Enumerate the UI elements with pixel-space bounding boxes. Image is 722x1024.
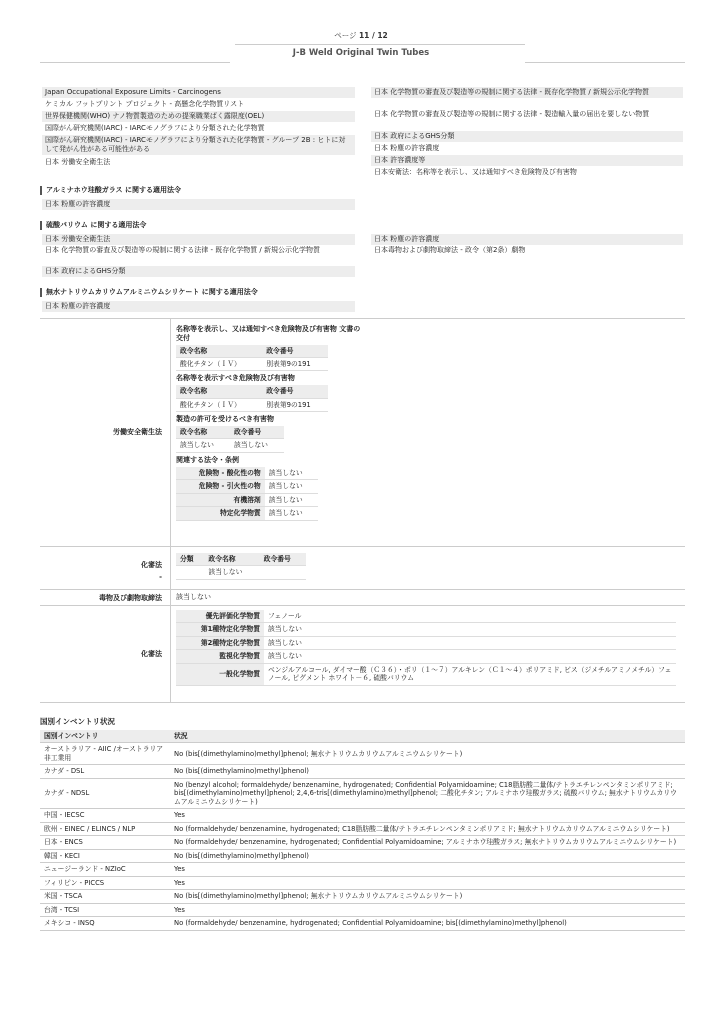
kaban-table xyxy=(176,610,676,686)
section-heading: アルミナホウ珪酸ガラス に関する適用法令 xyxy=(40,186,181,195)
divider xyxy=(170,318,171,702)
cell: 台湾 - TCSI xyxy=(40,903,170,916)
cell: 該当しない xyxy=(264,636,676,649)
reg-item: 日本 許容濃度等 xyxy=(371,155,683,166)
table-row xyxy=(40,778,685,808)
divider xyxy=(40,702,685,703)
col-header: 国別インベントリ xyxy=(40,730,170,743)
cell: 欧州 - EINEC / ELINCS / NLP xyxy=(40,822,170,835)
table-row xyxy=(40,765,685,778)
cell: No (bis[(dimethylamino)methyl]phenol; 無水ナトリウムカリウムアルミニウムシリケート) xyxy=(170,743,685,765)
cell: 別表第9の191 xyxy=(262,398,328,411)
reg-item: Japan Occupational Exposure Limits - Carcinogens xyxy=(42,87,355,98)
inventory-title: 国別インベントリ状況 xyxy=(40,717,115,726)
col-header: 分類 xyxy=(176,553,204,566)
col-header: 政令名称 xyxy=(176,426,230,439)
cell: 該当しない xyxy=(265,467,318,480)
reg-item: 国際がん研究機関(IARC) - IARCモノグラフにより分類された化学物質 - グループ 2B : ヒトに対して発がん性がある可能性がある xyxy=(42,135,355,155)
subheading: 製造の許可を受けるべき有害物 xyxy=(176,415,274,424)
cell: Yes xyxy=(170,903,685,916)
row-header: 第1種特定化学物質 xyxy=(176,623,264,636)
subheading: 名称等を表示し、又は通知すべき危険物及び有害物 文書の交付 xyxy=(176,325,361,342)
rodo-table-1 xyxy=(176,345,328,372)
kashin-table xyxy=(176,553,306,580)
col-header: 政令番号 xyxy=(230,426,284,439)
divider xyxy=(40,589,685,590)
section-heading: 硫酸バリウム に関する適用法令 xyxy=(40,221,146,230)
divider xyxy=(40,318,685,319)
cell: 該当しない xyxy=(265,480,318,493)
cell: No (bis[(dimethylamino)methyl]phenol; 無水ナトリウムカリウムアルミニウムシリケート) xyxy=(170,890,685,903)
law-label-kashin-sub: - xyxy=(159,573,162,581)
reg-item: 日本 粉塵の許容濃度 xyxy=(42,301,355,312)
reg-item: ケミカル フットプリント プロジェクト - 高懸念化学物質リスト xyxy=(45,100,245,108)
table-row xyxy=(40,863,685,876)
law-label-rodo: 労働安全衛生法 xyxy=(113,428,162,436)
section-heading: 無水ナトリウムカリウムアルミニウムシリケート に関する適用法令 xyxy=(40,288,258,297)
reg-item: 国際がん研究機関(IARC) - IARCモノグラフにより分類された化学物質 xyxy=(45,124,265,132)
cell: 該当しない xyxy=(204,566,259,579)
subheading: 名称等を表示すべき危険物及び有害物 xyxy=(176,374,295,383)
cell: Yes xyxy=(170,876,685,889)
divider xyxy=(40,605,685,606)
cell: No (formaldehyde/ benzenamine, hydrogenated; C18脂肪酸二量体/テトラエチレンペンタミンポリアミド; 無水ナトリウムカリウムアルミニウムシリケート) xyxy=(170,822,685,835)
cell: No (benzyl alcohol; formaldehyde/ benzenamine, hydrogenated; Confidential Polyamidoamine; C18脂肪酸二量体/テトラエチレンペンタミンポリアミド; bis[(dimethylamino)methyl]phenol; 2,4,6-tris[(dimethylamino)methyl]phenol; 二酸化チタン; アルミナホウ珪酸ガラス; 硫酸バリウム; 無水ナトリウムカリウムアルミニウムシリケート) xyxy=(170,778,685,808)
rodo-table-4 xyxy=(176,467,318,521)
cell: ベンジルアルコール, ダイマー酸（Ｃ３６）・ポリ（１～７）アルキレン（Ｃ１～４）ポリアミド, ビス（ジメチルアミノメチル）フェノール, ピグメント ホワイト－６, 硫酸バリウム xyxy=(264,663,676,685)
col-header: 状況 xyxy=(170,730,685,743)
table-row xyxy=(40,876,685,889)
row-header: 優先評価化学物質 xyxy=(176,610,264,623)
header-rule xyxy=(235,44,525,45)
col-header: 政令名称 xyxy=(176,385,262,398)
cell: Yes xyxy=(170,809,685,822)
table-row xyxy=(40,836,685,849)
cell: カナダ - DSL xyxy=(40,765,170,778)
cell: カナダ - NDSL xyxy=(40,778,170,808)
table-row xyxy=(40,822,685,835)
reg-item: 世界保健機関(WHO) ナノ物質製造のための提案職業ばく露限度(OEL) xyxy=(42,111,355,122)
rodo-table-3 xyxy=(176,426,284,453)
header-rule-right xyxy=(525,62,685,63)
reg-item: 日本安衛法：名称等を表示し、又は通知すべき危険物及び有害物 xyxy=(374,168,577,176)
cell: フェノール xyxy=(264,610,676,623)
cell: No (bis[(dimethylamino)methyl]phenol) xyxy=(170,849,685,862)
reg-item: 日本 政府によるGHS分類 xyxy=(371,131,683,142)
col-header: 政令名称 xyxy=(204,553,259,566)
document-title: J-B Weld Original Twin Tubes xyxy=(292,48,430,58)
row-header: 危険物 - 酸化性の物 xyxy=(176,467,265,480)
cell: 酸化チタン（ＩＶ） xyxy=(176,398,262,411)
table-row xyxy=(40,743,685,765)
cell: 該当しない xyxy=(265,507,318,520)
col-header: 政令名称 xyxy=(176,345,262,358)
law-label-kashin: 化審法 xyxy=(141,561,162,569)
inventory-table xyxy=(40,730,685,931)
table-row xyxy=(40,809,685,822)
doku-value: 該当しない xyxy=(176,593,211,601)
cell: 別表第9の191 xyxy=(262,357,328,370)
row-header: 第2種特定化学物質 xyxy=(176,636,264,649)
reg-item: 日本 粉塵の許容濃度 xyxy=(42,199,355,210)
cell: Yes xyxy=(170,863,685,876)
cell: 米国 - TSCA xyxy=(40,890,170,903)
reg-item: 日本 労働安全衛生法 xyxy=(45,158,111,166)
row-header: 監視化学物質 xyxy=(176,650,264,663)
law-label-kaban: 化審法 xyxy=(141,650,162,658)
table-row xyxy=(40,890,685,903)
cell: 該当しない xyxy=(265,493,318,506)
cell: No (bis[(dimethylamino)methyl]phenol) xyxy=(170,765,685,778)
reg-item: 日本 化学物質の審査及び製造等の規制に関する法律 - 既存化学物質 / 新規公示化学物質 xyxy=(371,87,683,98)
reg-item: 日本 粉塵の許容濃度 xyxy=(371,234,683,245)
cell: No (formaldehyde/ benzenamine, hydrogenated; Confidential Polyamidoamine; bis[(dimethylamino)methyl]phenol) xyxy=(170,917,685,930)
header-rule-left xyxy=(40,62,230,63)
cell: メキシコ - INSQ xyxy=(40,917,170,930)
cell: 該当しない xyxy=(230,439,284,452)
cell: 該当しない xyxy=(264,623,676,636)
page-number: ページ 11 / 12 xyxy=(334,31,388,40)
col-header: 政令番号 xyxy=(262,385,328,398)
reg-item: 日本 化学物質の審査及び製造等の規制に関する法律 - 製造輸入量の届出を要しない物質 xyxy=(374,110,650,118)
divider xyxy=(40,546,685,547)
cell: 該当しない xyxy=(176,439,230,452)
reg-item: 日本 化学物質の審査及び製造等の規制に関する法律 - 既存化学物質 / 新規公示化学物質 xyxy=(45,246,321,254)
law-rodo-content xyxy=(176,322,366,521)
reg-item: 日本 粉塵の許容濃度 xyxy=(374,144,440,152)
cell xyxy=(176,566,204,579)
reg-item: 日本毒物および劇物取締法 - 政令（第2条）劇物 xyxy=(374,246,526,254)
cell: 酸化チタン（ＩＶ） xyxy=(176,357,262,370)
reg-item: 日本 政府によるGHS分類 xyxy=(42,266,355,277)
cell: 該当しない xyxy=(264,650,676,663)
cell: 韓国 - KECI xyxy=(40,849,170,862)
row-header: 特定化学物質 xyxy=(176,507,265,520)
cell: No (formaldehyde/ benzenamine, hydrogenated; Confidential Polyamidoamine; アルミナホウ珪酸ガラス; 無水ナトリウムカリウムアルミニウムシリケート) xyxy=(170,836,685,849)
col-header: 政令番号 xyxy=(260,553,306,566)
table-row xyxy=(40,849,685,862)
subheading: 関連する法令・条例 xyxy=(176,455,239,464)
row-header: 危険物 - 引火性の物 xyxy=(176,480,265,493)
table-row xyxy=(40,903,685,916)
cell xyxy=(260,566,306,579)
col-header: 政令番号 xyxy=(262,345,328,358)
cell: ニュージーランド - NZIoC xyxy=(40,863,170,876)
reg-item: 日本 労働安全衛生法 xyxy=(42,234,355,245)
rodo-table-2 xyxy=(176,385,328,412)
cell: 日本 - ENCS xyxy=(40,836,170,849)
table-row xyxy=(40,917,685,930)
law-label-doku: 毒物及び劇物取締法 xyxy=(99,594,162,602)
cell: フィリピン - PICCS xyxy=(40,876,170,889)
row-header: 有機溶剤 xyxy=(176,493,265,506)
cell: オーストラリア - AIIC /オーストラリア非工業用 xyxy=(40,743,170,765)
cell: 中国 - IECSC xyxy=(40,809,170,822)
row-header: 一般化学物質 xyxy=(176,663,264,685)
